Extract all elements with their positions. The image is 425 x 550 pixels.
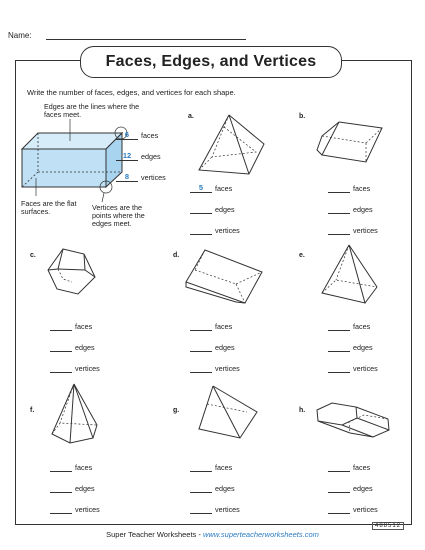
faces-note: Faces are the flat surfaces. [21, 199, 77, 216]
shape-h-edges[interactable] [328, 484, 373, 493]
shape-h-vertices[interactable] [328, 505, 378, 514]
instructions: Write the number of faces, edges, and vertices for each shape. [27, 88, 236, 97]
edges-label: edges [75, 343, 95, 352]
vertices-label: vertices [353, 364, 378, 373]
example-faces-value: 6 [116, 131, 138, 140]
edges-label: edges [353, 205, 373, 214]
faces-label: faces [215, 184, 233, 193]
vertices-label: vertices [353, 226, 378, 235]
shape-h-faces[interactable] [328, 463, 370, 472]
edges-label: edges [141, 152, 161, 161]
shape-c-letter: c. [30, 252, 36, 259]
shape-h-letter: h. [299, 407, 306, 414]
vertices-label: vertices [75, 505, 100, 514]
edges-label: edges [215, 205, 235, 214]
shape-a-faces-value: 5 [190, 184, 212, 193]
footer-site-link[interactable]: www.superteacherworksheets.com [202, 530, 319, 539]
footer-brand: Super Teacher Worksheets - [106, 530, 203, 539]
edges-label: edges [353, 484, 373, 493]
vertices-label: vertices [215, 364, 240, 373]
faces-label: faces [353, 322, 371, 331]
shape-d-letter: d. [173, 252, 180, 259]
vertices-label: vertices [353, 505, 378, 514]
edges-label: edges [353, 343, 373, 352]
worksheet-code: 488512 [372, 522, 404, 530]
blank [328, 463, 350, 472]
faces-label: faces [215, 322, 233, 331]
edges-label: edges [215, 343, 235, 352]
title-box [80, 46, 342, 78]
edges-label: edges [75, 484, 95, 493]
vertices-label: vertices [215, 505, 240, 514]
edges-note: Edges are the lines where the faces meet. [44, 102, 140, 119]
faces-label: faces [353, 184, 371, 193]
blank [328, 505, 350, 514]
faces-label: faces [353, 463, 371, 472]
example-vertices-value: 8 [116, 173, 138, 182]
vertices-label: vertices [75, 364, 100, 373]
page-title: Faces, Edges, and Vertices [105, 53, 317, 70]
vertices-label: vertices [141, 173, 166, 182]
edges-label: edges [215, 484, 235, 493]
footer [0, 530, 425, 539]
blank [328, 484, 350, 493]
faces-label: faces [75, 463, 93, 472]
example-edges-value: 12 [116, 152, 138, 161]
faces-label: faces [75, 322, 93, 331]
vertices-note: Vertices are the points where the edges meet. [92, 203, 145, 228]
name-label: Name: [8, 31, 32, 40]
shape-b-letter: b. [299, 113, 306, 120]
shape-a-letter: a. [188, 113, 194, 120]
shape-e-letter: e. [299, 252, 305, 259]
vertices-label: vertices [215, 226, 240, 235]
shape-g-letter: g. [173, 407, 180, 414]
faces-label: faces [215, 463, 233, 472]
shape-f-letter: f. [30, 407, 35, 414]
faces-label: faces [141, 131, 159, 140]
